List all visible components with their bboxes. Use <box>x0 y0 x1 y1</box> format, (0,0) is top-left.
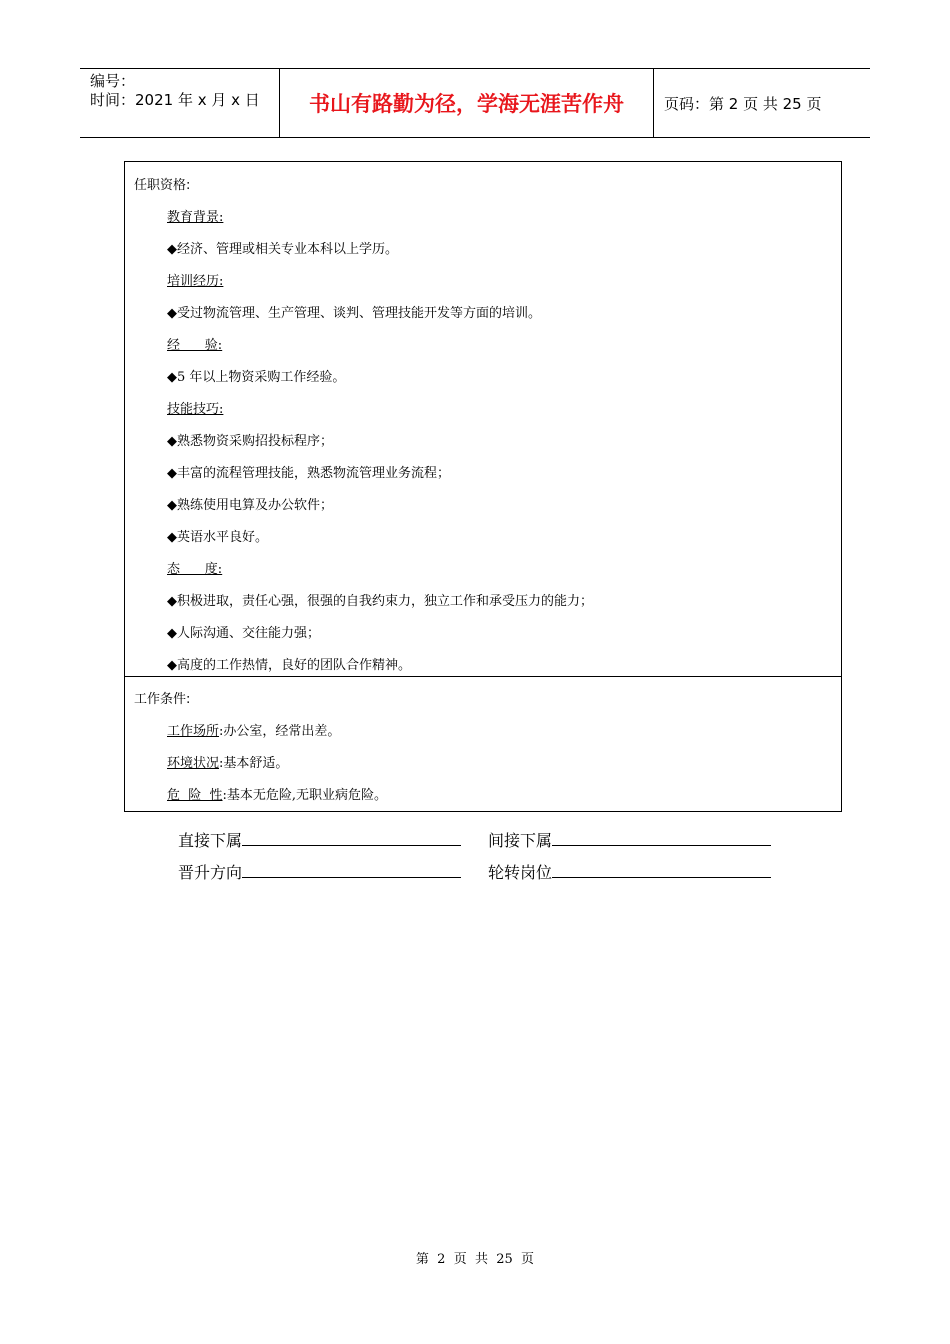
danger-row <box>167 784 387 803</box>
conditions-section <box>124 676 842 812</box>
qualifications-section <box>124 161 842 677</box>
education-item: ◆经济、管理或相关专业本科以上学历。 <box>167 242 398 257</box>
danger-label: 危 险 性 <box>167 788 223 803</box>
environment-label: 环境状况 <box>167 756 220 771</box>
conditions-title: 工作条件: <box>134 692 191 707</box>
training-item: ◆受过物流管理、生产管理、谈判、管理技能开发等方面的培训。 <box>167 306 541 321</box>
training-label: 培训经历: <box>167 274 224 289</box>
indirect-sub-row <box>488 828 771 851</box>
promotion-row <box>178 860 461 883</box>
rotation-label: 轮转岗位 <box>488 863 553 882</box>
environment-value: :基本舒适。 <box>219 756 289 771</box>
workplace-label: 工作场所 <box>167 724 220 739</box>
promotion-label: 晋升方向 <box>178 863 243 882</box>
skills-item: ◆熟练使用电算及办公软件； <box>167 498 333 513</box>
serial-label: 编号： <box>90 72 136 90</box>
motto: 书山有路勤为径，学海无涯苦作舟 <box>280 69 654 137</box>
workplace-row <box>167 720 340 739</box>
header-meta <box>80 69 280 137</box>
promotion-field[interactable] <box>242 863 461 878</box>
workplace-value: :办公室，经常出差。 <box>219 724 341 739</box>
rotation-row <box>488 860 771 883</box>
experience-item: ◆5 年以上物资采购工作经验。 <box>167 370 346 385</box>
page-header <box>80 68 870 138</box>
page-footer: 第 2 页 共 25 页 <box>415 1252 535 1267</box>
skills-item: ◆丰富的流程管理技能，熟悉物流管理业务流程； <box>167 466 450 481</box>
skills-item: ◆熟悉物资采购招投标程序； <box>167 434 333 449</box>
attitude-item: ◆高度的工作热情，良好的团队合作精神。 <box>167 658 411 673</box>
page-info: 页码：第 2 页 共 25 页 <box>664 94 822 113</box>
danger-value: :基本无危险,无职业病危险。 <box>222 788 388 803</box>
experience-label: 经 验: <box>167 338 223 353</box>
attitude-label: 态 度: <box>167 562 223 577</box>
attitude-item: ◆积极进取，责任心强，很强的自我约束力，独立工作和承受压力的能力； <box>167 594 593 609</box>
rotation-field[interactable] <box>552 863 771 878</box>
direct-sub-row <box>178 828 461 851</box>
education-label: 教育背景: <box>167 210 224 225</box>
skills-item: ◆英语水平良好。 <box>167 530 268 545</box>
direct-sub-field[interactable] <box>242 831 461 846</box>
indirect-sub-label: 间接下属 <box>488 831 553 850</box>
indirect-sub-field[interactable] <box>552 831 771 846</box>
qualifications-title: 任职资格: <box>134 178 191 193</box>
environment-row <box>167 752 288 771</box>
skills-label: 技能技巧: <box>167 402 224 417</box>
direct-sub-label: 直接下属 <box>178 831 243 850</box>
attitude-item: ◆人际沟通、交往能力强； <box>167 626 320 641</box>
time-label: 时间：2021 年 x 月 x 日 <box>90 91 260 109</box>
